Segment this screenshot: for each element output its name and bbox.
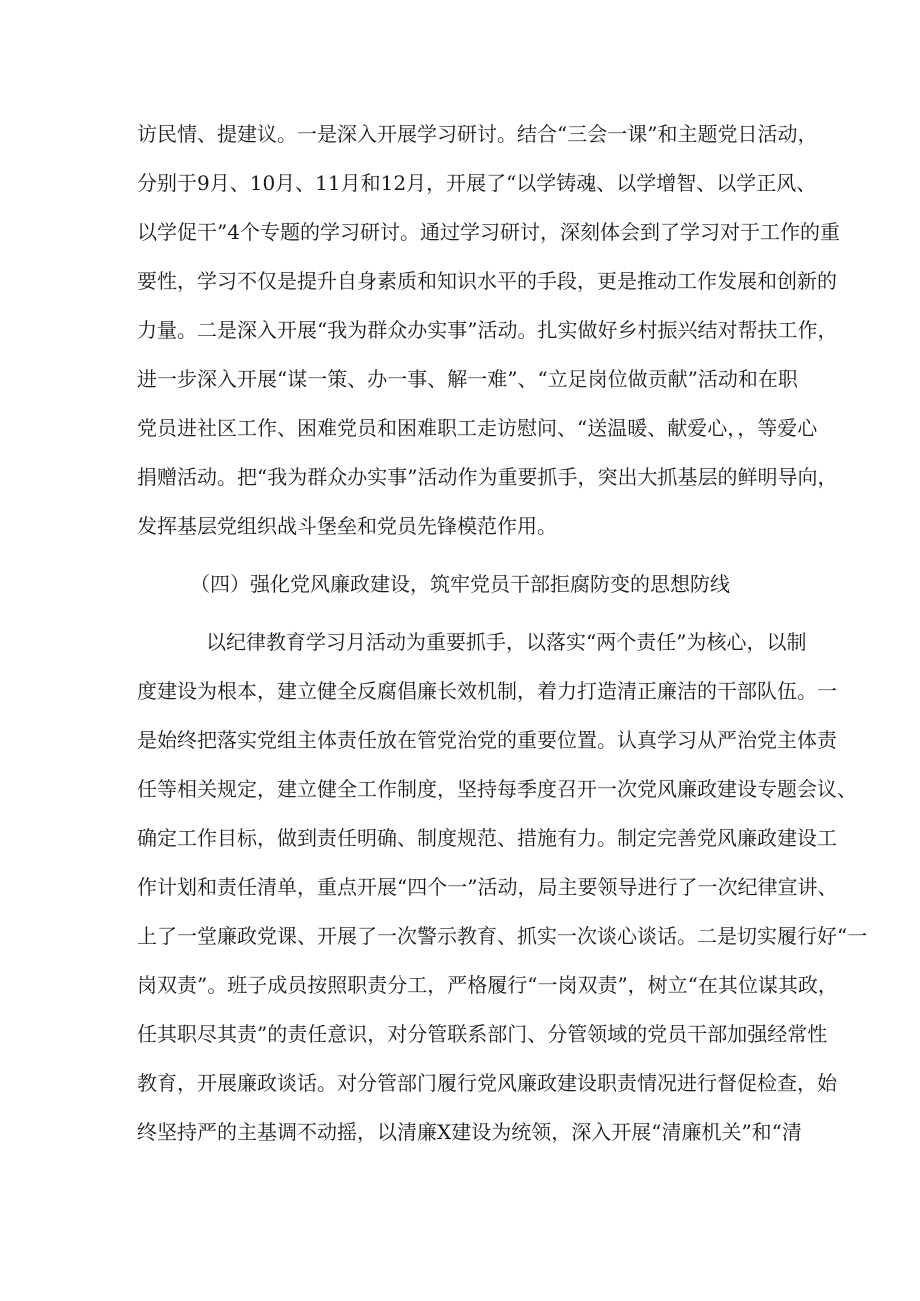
paragraph-1-line: 分别于9月、10月、11月和12月，开展了“以学铸魂、以学增智、以学正风、 xyxy=(137,171,817,195)
paragraph-1-line: 捐赠活动。把“我为群众办实事”活动作为重要抓手，突出大抓基层的鲜明导向， xyxy=(137,465,838,489)
paragraph-2-line: 作计划和责任清单，重点开展“四个一”活动，局主要领导进行了一次纪律宣讲、 xyxy=(137,875,838,899)
paragraph-2-line: 上了一堂廉政党课、开展了一次警示教育、抓实一次谈心谈话。二是切实履行好“一 xyxy=(137,924,868,948)
paragraph-2-line: 教育，开展廉政谈话。对分管部门履行党风廉政建设职责情况进行督促检查，始 xyxy=(137,1071,837,1095)
paragraph-2-line: 岗双责”。班子成员按照职责分工，严格履行“一岗双责”，树立“在其位谋其政， xyxy=(137,973,838,997)
paragraph-1-line: 力量。二是深入开展“我为群众办实事”活动。扎实做好乡村振兴结对帮扶工作， xyxy=(137,318,838,342)
paragraph-2-line: 以纪律教育学习月活动为重要抓手，以落实“两个责任”为核心，以制 xyxy=(206,630,807,654)
paragraph-2-line: 终坚持严的主基调不动摇，以清廉X建设为统领，深入开展“清廉机关”和“清 xyxy=(137,1120,802,1144)
section-heading: （四）强化党风廉政建设，筑牢党员干部拒腐防变的思想防线 xyxy=(190,572,730,596)
paragraph-2-line: 度建设为根本，建立健全反腐倡廉长效机制，着力打造清正廉洁的干部队伍。一 xyxy=(137,679,837,703)
paragraph-2-line: 确定工作目标，做到责任明确、制度规范、措施有力。制定完善党风廉政建设工 xyxy=(137,826,837,850)
paragraph-2-line: 任其职尽其责”的责任意识，对分管联系部门、分管领域的党员干部加强经常性 xyxy=(137,1022,828,1046)
paragraph-1-line: 访民情、提建议。一是深入开展学习研讨。结合“三会一课”和主题党日活动， xyxy=(137,122,818,146)
paragraph-1-line: 进一步深入开展“谋一策、办一事、解一难”、“立足岗位做贡献”活动和在职 xyxy=(137,367,798,391)
paragraph-2-line: 是始终把落实党组主体责任放在管党治党的重要位置。认真学习从严治党主体责 xyxy=(137,728,837,752)
paragraph-1-line: 以学促干”4个专题的学习研讨。通过学习研讨，深刻体会到了学习对于工作的重 xyxy=(137,220,840,244)
paragraph-2-line: 任等相关规定，建立健全工作制度，坚持每季度召开一次党风廉政建设专题会议、 xyxy=(137,777,857,801)
paragraph-1-line: 发挥基层党组织战斗堡垒和党员先锋模范作用。 xyxy=(137,514,557,538)
paragraph-1-line: 党员进社区工作、困难党员和困难职工走访慰问、“送温暖、献爱心，，等爱心 xyxy=(137,416,818,440)
paragraph-1-line: 要性，学习不仅是提升自身素质和知识水平的手段，更是推动工作发展和创新的 xyxy=(137,269,837,293)
